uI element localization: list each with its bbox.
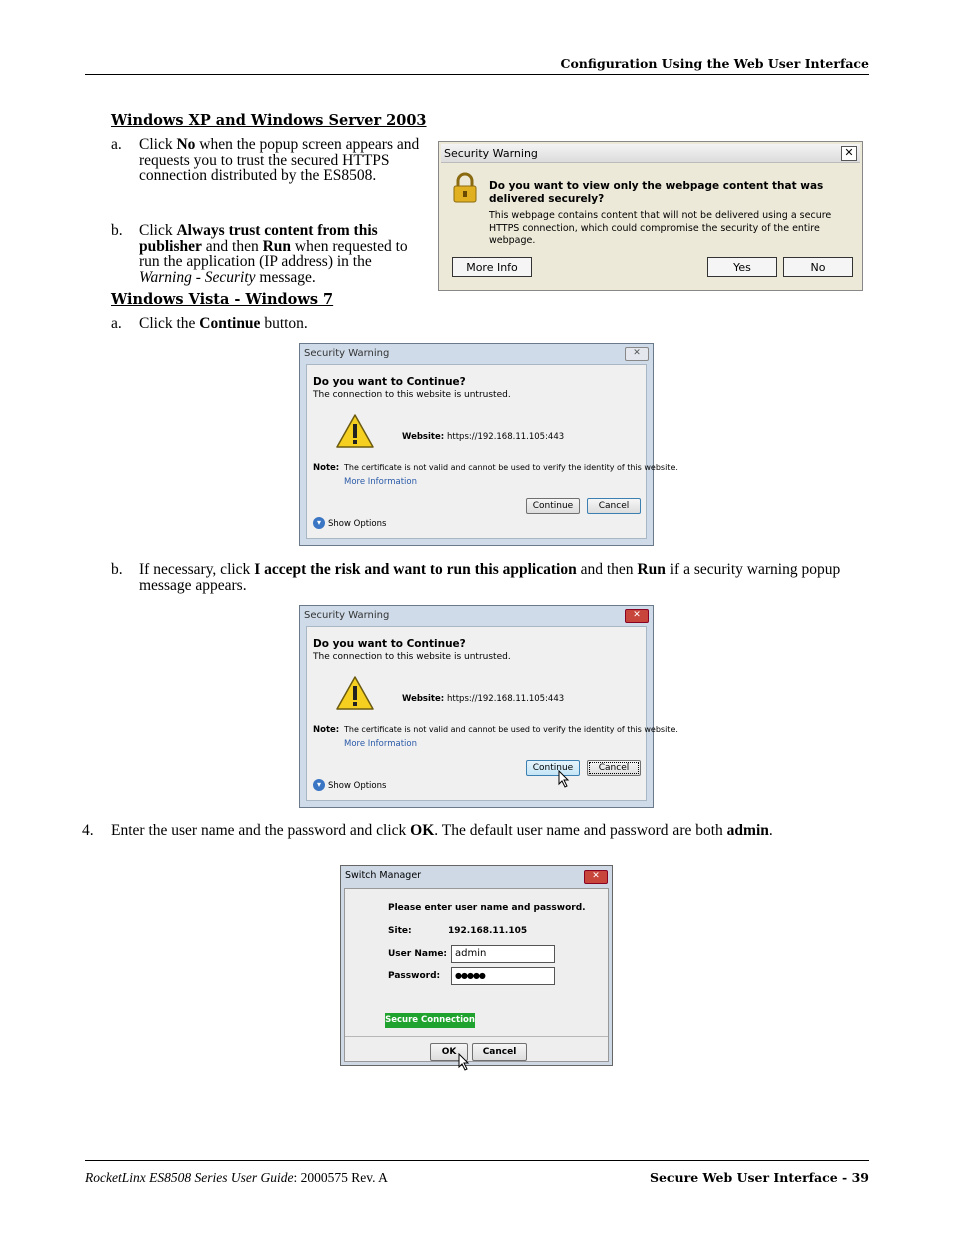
step-xp-b (111, 223, 427, 285)
dialog-body (344, 888, 609, 1062)
lock-icon (452, 172, 478, 204)
step-vista-a (111, 316, 511, 332)
step-text (139, 316, 511, 332)
footer-guide-title: RocketLinx ES8508 Series User Guide (85, 1170, 294, 1185)
note-text: The certificate is not valid and cannot be used to verify the identity of this website. (344, 725, 678, 734)
bold-term: OK (410, 822, 435, 839)
dialog-subtitle: The connection to this website is untrusted. (313, 390, 511, 400)
step-label: a. (111, 315, 122, 332)
warning-icon (335, 675, 375, 711)
text-run: when requested to run the application (IP address) in the (139, 237, 408, 270)
website-label: Website: (402, 694, 445, 704)
text-run: If necessary, click (139, 561, 255, 578)
dialog-title: Switch Manager (345, 870, 422, 881)
dialog-titlebar (300, 344, 653, 364)
dialog-body (306, 364, 678, 539)
step-text (139, 223, 427, 285)
more-information-link[interactable]: More Information (344, 477, 417, 487)
bold-term: No (176, 136, 196, 153)
vista-security-warning-dialog-2 (299, 605, 678, 808)
ok-button[interactable]: OK (430, 1043, 468, 1061)
bold-term: Run (637, 561, 666, 578)
mouse-cursor-icon (458, 1053, 470, 1071)
step-text (111, 823, 857, 839)
password-label: Password: (388, 971, 441, 981)
dialog-title: Security Warning (304, 610, 390, 621)
bold-term: admin (726, 822, 769, 839)
text-run: and then (201, 237, 263, 255)
login-prompt: Please enter user name and password. (388, 903, 586, 913)
close-icon[interactable]: ✕ (841, 146, 857, 161)
footer-page-label: Secure Web User Interface - 39 (649, 1170, 869, 1185)
dialog-question: Do you want to view only the webpage content that was delivered securely? (489, 180, 824, 205)
dialog-detail: This webpage contains content that will not be delivered using a secure HTTPS connection, which could compromise the security of the entire webpage. (489, 210, 832, 246)
text-run: when the popup screen appears and requests you to trust the secured HTTPS connection distributed by the ES8508. (139, 136, 420, 184)
divider (345, 1036, 608, 1037)
text-run: . (768, 822, 773, 839)
text-run: and then (576, 561, 638, 578)
text-run: Click (139, 222, 177, 239)
website-value: https://192.168.11.105:443 (447, 694, 565, 704)
dialog-titlebar (341, 866, 612, 886)
step-xp-a (111, 137, 423, 184)
more-info-button[interactable]: More Info (452, 257, 532, 277)
dialog-titlebar (300, 606, 653, 626)
website-value: https://192.168.11.105:443 (447, 432, 565, 442)
dialog-question: Do you want to Continue? (313, 638, 466, 650)
vista-security-warning-dialog-1 (299, 343, 678, 546)
note-label: Note: (313, 463, 340, 473)
text-run: message. (255, 268, 316, 286)
site-value: 192.168.11.105 (448, 926, 528, 936)
show-options-toggle[interactable]: Show Options (328, 781, 387, 791)
step-4 (82, 823, 857, 839)
username-label: User Name: (388, 949, 448, 959)
step-label: b. (111, 222, 123, 239)
dialog-titlebar (441, 144, 860, 163)
text-run: . The default user name and password are both (434, 822, 727, 839)
cancel-button[interactable]: Cancel (587, 498, 641, 514)
close-icon[interactable]: ✕ (625, 609, 649, 623)
continue-button[interactable]: Continue (526, 760, 580, 776)
close-icon[interactable]: ✕ (584, 870, 608, 884)
no-button[interactable]: No (783, 257, 853, 277)
password-input[interactable]: ●●●●● (451, 967, 555, 985)
dialog-title: Security Warning (444, 147, 538, 160)
warning-icon (335, 413, 375, 449)
mouse-cursor-icon (558, 770, 570, 788)
dialog-title: Security Warning (304, 348, 390, 359)
text-run: Click the (139, 315, 200, 332)
chevron-down-icon[interactable]: ▾ (313, 517, 325, 529)
username-input[interactable]: admin (451, 945, 555, 963)
footer-left (85, 1170, 388, 1186)
bold-term: Run (262, 237, 292, 255)
dialog-subtitle: The connection to this website is untrusted. (313, 652, 511, 662)
section-heading-vista: Windows Vista - Windows 7 (111, 291, 334, 308)
secure-connection-badge: Secure Connection (385, 1013, 475, 1028)
bold-term: Continue (199, 315, 261, 332)
more-information-link[interactable]: More Information (344, 739, 417, 749)
step-label: a. (111, 136, 122, 153)
continue-button[interactable]: Continue (526, 498, 580, 514)
cancel-button[interactable]: Cancel (472, 1043, 527, 1061)
dialog-body (306, 626, 678, 801)
italic-term: Warning - Security (139, 268, 256, 286)
step-text (139, 562, 856, 593)
note-text: The certificate is not valid and cannot be used to verify the identity of this website. (344, 463, 678, 472)
yes-button[interactable]: Yes (707, 257, 777, 277)
section-heading-xp: Windows XP and Windows Server 2003 (111, 112, 427, 129)
website-label: Website: (402, 432, 445, 442)
step-text (139, 137, 423, 184)
dialog-question: Do you want to Continue? (313, 376, 466, 388)
text-run: Click (139, 136, 177, 153)
show-options-toggle[interactable]: Show Options (328, 519, 387, 529)
footer-revision: : 2000575 Rev. A (293, 1170, 388, 1185)
step-label: b. (111, 561, 123, 578)
switch-manager-dialog (340, 865, 613, 1066)
step-label: 4. (82, 822, 94, 839)
xp-security-warning-dialog (438, 141, 863, 291)
note-label: Note: (313, 725, 340, 735)
cancel-button[interactable]: Cancel (587, 760, 641, 776)
close-icon[interactable]: ✕ (625, 347, 649, 361)
bold-term: Always trust content from this publisher (139, 222, 378, 255)
running-header: Configuration Using the Web User Interface (560, 56, 869, 71)
footer-rule (85, 1160, 869, 1161)
chevron-down-icon[interactable]: ▾ (313, 779, 325, 791)
step-vista-b (111, 562, 856, 593)
site-label: Site: (388, 926, 412, 936)
header-rule (85, 74, 869, 75)
text-run: button. (260, 315, 308, 332)
text-run: if a security warning popup message appears. (139, 561, 841, 594)
bold-term: I accept the risk and want to run this application (254, 561, 577, 578)
text-run: Enter the user name and the password and click (111, 822, 411, 839)
